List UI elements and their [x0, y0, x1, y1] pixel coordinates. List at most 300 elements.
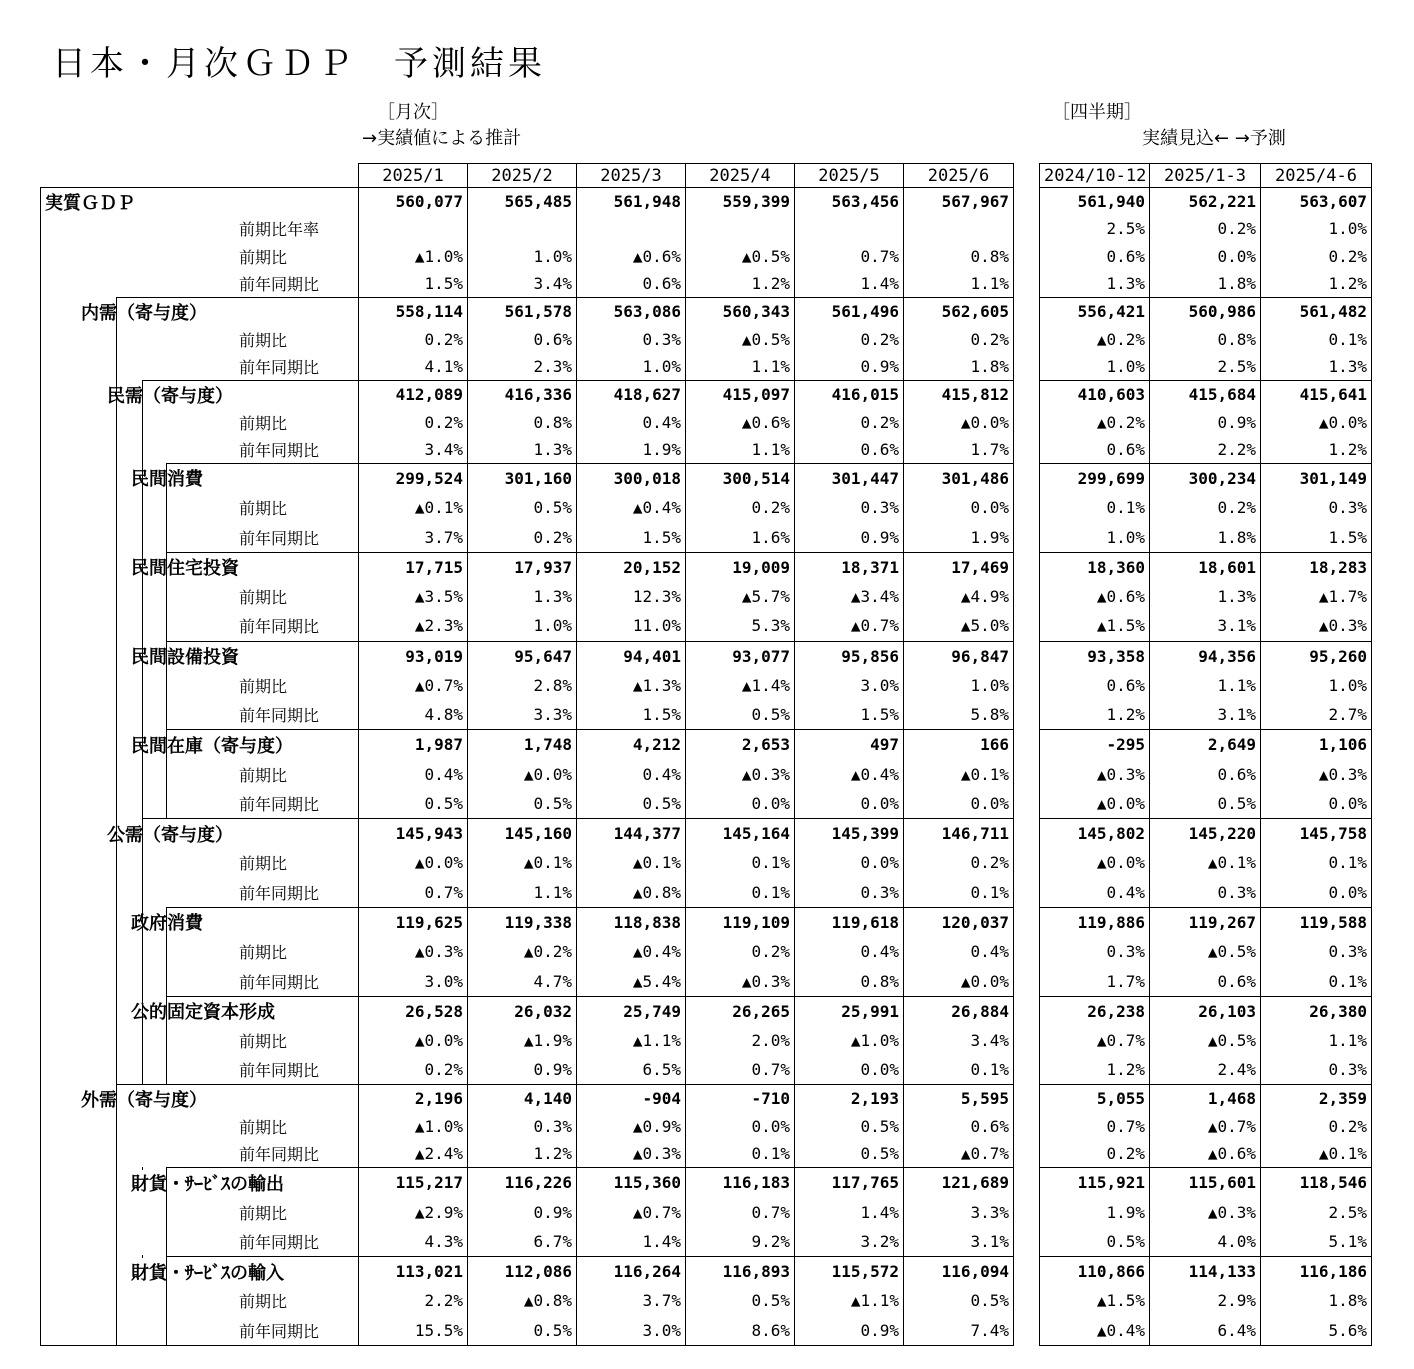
value-cell: 115,572: [795, 1256, 904, 1286]
table-row: [41, 270, 1014, 298]
value-cell: 2,196: [359, 1085, 468, 1113]
value-cell: 1.2%: [1040, 700, 1150, 730]
row-label-cell: [41, 1197, 359, 1227]
table-row: [41, 937, 1014, 967]
hierarchy-line: [142, 1255, 143, 1258]
value-cell: 299,524: [359, 463, 468, 493]
value-cell: 1.2%: [1261, 436, 1372, 464]
value-cell: ▲0.7%: [904, 1140, 1014, 1168]
value-cell: 1,468: [1150, 1085, 1261, 1113]
value-cell: 2.2%: [1150, 436, 1261, 464]
table-row: [1040, 937, 1372, 967]
value-cell: 561,948: [577, 188, 686, 216]
value-cell: 145,220: [1150, 819, 1261, 849]
value-cell: ▲5.4%: [577, 967, 686, 997]
row-label-cell: [41, 582, 359, 612]
row-label-cell: [41, 1316, 359, 1346]
row-label-cell: [41, 848, 359, 878]
value-cell: 25,749: [577, 996, 686, 1026]
value-cell: 119,588: [1261, 907, 1372, 937]
value-cell: ▲0.5%: [686, 325, 795, 353]
value-cell: 145,160: [468, 819, 577, 849]
value-cell: ▲4.9%: [904, 582, 1014, 612]
value-cell: 415,641: [1261, 381, 1372, 409]
value-cell: ▲0.0%: [468, 759, 577, 789]
value-cell: 0.5%: [468, 789, 577, 819]
value-cell: 0.5%: [468, 1316, 577, 1346]
table-row: [41, 878, 1014, 908]
value-cell: 0.7%: [359, 878, 468, 908]
value-cell: 0.8%: [795, 967, 904, 997]
value-cell: 415,684: [1150, 381, 1261, 409]
row-label-cell: [41, 270, 359, 298]
value-cell: 1.9%: [1040, 1197, 1150, 1227]
value-cell: 0.2%: [468, 523, 577, 553]
hierarchy-line: [166, 552, 167, 641]
value-cell: 166: [904, 730, 1014, 760]
table-row: [1040, 700, 1372, 730]
quarter-header: 2025/1-3: [1150, 164, 1261, 188]
value-cell: 0.4%: [795, 937, 904, 967]
value-cell: 1.5%: [1261, 523, 1372, 553]
value-cell: 93,358: [1040, 641, 1150, 671]
value-cell: ▲0.1%: [1261, 1140, 1372, 1168]
value-cell: 0.0%: [1150, 243, 1261, 271]
value-cell: 145,758: [1261, 819, 1372, 849]
value-cell: 0.4%: [904, 937, 1014, 967]
value-cell: 26,103: [1150, 996, 1261, 1026]
value-cell: ▲1.3%: [577, 671, 686, 701]
value-cell: 2.4%: [1150, 1055, 1261, 1085]
value-cell: 1.0%: [468, 611, 577, 641]
value-cell: 0.9%: [795, 1316, 904, 1346]
row-label: 財貨・ｻｰﾋﾞｽの輸出: [131, 1173, 284, 1195]
value-cell: 96,847: [904, 641, 1014, 671]
value-cell: 416,336: [468, 381, 577, 409]
line-mask: [41, 729, 166, 731]
sub-row-label: 前年同期比: [239, 528, 320, 548]
value-cell: 145,802: [1040, 819, 1150, 849]
value-cell: 0.0%: [1261, 789, 1372, 819]
table-row: [41, 1286, 1014, 1316]
value-cell: 145,943: [359, 819, 468, 849]
value-cell: 4,140: [468, 1085, 577, 1113]
value-cell: ▲0.0%: [359, 1026, 468, 1056]
table-row: [1040, 552, 1372, 582]
table-row: [1040, 1055, 1372, 1085]
sub-row-label: 前年同期比: [239, 883, 320, 903]
sub-row-label: 前期比年率: [239, 220, 320, 240]
value-cell: 5,055: [1040, 1085, 1150, 1113]
sub-row-label: 前期比: [239, 765, 288, 785]
quarter-header: 2024/10-12: [1040, 164, 1150, 188]
value-cell: 0.2%: [1261, 1113, 1372, 1141]
value-cell: ▲0.6%: [1150, 1140, 1261, 1168]
value-cell: ▲3.5%: [359, 582, 468, 612]
hierarchy-line: [116, 1255, 117, 1258]
value-cell: 0.0%: [686, 1113, 795, 1141]
row-label-cell: [41, 1286, 359, 1316]
value-cell: 2,193: [795, 1085, 904, 1113]
value-cell: 0.6%: [1040, 436, 1150, 464]
value-cell: 4,212: [577, 730, 686, 760]
value-cell: 26,884: [904, 996, 1014, 1026]
value-cell: 0.1%: [1261, 325, 1372, 353]
table-row: [41, 611, 1014, 641]
value-cell: 1.8%: [1150, 523, 1261, 553]
row-label: 外需（寄与度）: [81, 1089, 207, 1111]
value-cell: 18,371: [795, 552, 904, 582]
value-cell: ▲0.2%: [1040, 408, 1150, 436]
value-cell: 0.5%: [686, 700, 795, 730]
value-cell: ▲0.4%: [577, 937, 686, 967]
row-label: 民間住宅投資: [131, 558, 239, 580]
value-cell: 18,283: [1261, 552, 1372, 582]
value-cell: 1,748: [468, 730, 577, 760]
value-cell: ▲1.0%: [359, 1113, 468, 1141]
row-label-cell: [41, 1085, 359, 1113]
value-cell: 561,482: [1261, 298, 1372, 326]
row-label: 財貨・ｻｰﾋﾞｽの輸入: [131, 1262, 284, 1284]
line-mask: [41, 380, 142, 382]
sub-row-label: 前期比: [239, 1032, 288, 1052]
value-cell: 563,086: [577, 298, 686, 326]
value-cell: 562,605: [904, 298, 1014, 326]
line-mask: [41, 640, 166, 642]
month-header: 2025/5: [795, 164, 904, 188]
value-cell: 0.9%: [795, 523, 904, 553]
value-cell: 5.6%: [1261, 1316, 1372, 1346]
value-cell: 115,921: [1040, 1168, 1150, 1198]
quarterly-note: 実績見込← →予測: [1142, 128, 1286, 149]
value-cell: 301,447: [795, 463, 904, 493]
value-cell: 3.7%: [359, 523, 468, 553]
value-cell: 0.0%: [686, 789, 795, 819]
value-cell: 560,343: [686, 298, 795, 326]
value-cell: 6.5%: [577, 1055, 686, 1085]
value-cell: ▲0.2%: [1040, 325, 1150, 353]
value-cell: 0.7%: [795, 243, 904, 271]
value-cell: 0.3%: [1150, 878, 1261, 908]
value-cell: 0.5%: [795, 1113, 904, 1141]
value-cell: 1.3%: [1040, 270, 1150, 298]
table-row: [1040, 463, 1372, 493]
value-cell: ▲5.7%: [686, 582, 795, 612]
value-cell: 0.7%: [1040, 1113, 1150, 1141]
value-cell: 0.3%: [468, 1113, 577, 1141]
value-cell: 0.6%: [1040, 671, 1150, 701]
sub-row-label: 前年同期比: [239, 617, 320, 637]
value-cell: 26,032: [468, 996, 577, 1026]
value-cell: -710: [686, 1085, 795, 1113]
page-title: 日本・月次ＧＤＰ 予測結果: [52, 44, 546, 84]
hierarchy-line: [142, 906, 143, 909]
value-cell: 1.6%: [686, 523, 795, 553]
value-cell: 3.3%: [468, 700, 577, 730]
value-cell: 0.6%: [795, 436, 904, 464]
value-cell: ▲0.8%: [468, 1286, 577, 1316]
value-cell: 6.7%: [468, 1227, 577, 1257]
value-cell: 556,421: [1040, 298, 1150, 326]
value-cell: 0.2%: [795, 325, 904, 353]
value-cell: 1.5%: [577, 700, 686, 730]
sub-row-label: 前期比: [239, 413, 288, 433]
month-header: 2025/4: [686, 164, 795, 188]
value-cell: 300,018: [577, 463, 686, 493]
value-cell: ▲0.1%: [468, 848, 577, 878]
table-row: [41, 215, 1014, 243]
value-cell: [468, 215, 577, 243]
value-cell: 0.1%: [686, 1140, 795, 1168]
value-cell: 113,021: [359, 1256, 468, 1286]
value-cell: ▲0.3%: [1150, 1197, 1261, 1227]
value-cell: 110,866: [1040, 1256, 1150, 1286]
table-row: [41, 381, 1014, 409]
value-cell: 145,164: [686, 819, 795, 849]
table-row: [1040, 1026, 1372, 1056]
value-cell: 0.2%: [359, 1055, 468, 1085]
value-cell: 0.3%: [577, 325, 686, 353]
table-row: [41, 671, 1014, 701]
sub-row-label: 前期比: [239, 588, 288, 608]
row-label: 公的固定資本形成: [131, 1002, 275, 1024]
value-cell: ▲0.4%: [1040, 1316, 1150, 1346]
value-cell: 25,991: [795, 996, 904, 1026]
value-cell: 1.5%: [577, 523, 686, 553]
value-cell: 1.4%: [577, 1227, 686, 1257]
value-cell: ▲0.3%: [1040, 759, 1150, 789]
line-mask: [41, 297, 116, 299]
table-row: [41, 1085, 1014, 1113]
table-row: [41, 523, 1014, 553]
quarterly-label: ［四半期］: [1052, 102, 1142, 123]
value-cell: ▲0.3%: [1261, 611, 1372, 641]
value-cell: 0.4%: [359, 759, 468, 789]
value-cell: 1.3%: [1150, 582, 1261, 612]
value-cell: 118,546: [1261, 1168, 1372, 1198]
value-cell: 0.5%: [904, 1286, 1014, 1316]
value-cell: 0.6%: [468, 325, 577, 353]
value-cell: ▲0.6%: [577, 243, 686, 271]
value-cell: 3.1%: [1150, 611, 1261, 641]
value-cell: 415,812: [904, 381, 1014, 409]
value-cell: 0.1%: [1040, 493, 1150, 523]
value-cell: 4.1%: [359, 353, 468, 381]
value-cell: 1.1%: [686, 436, 795, 464]
sub-row-label: 前年同期比: [239, 440, 320, 460]
value-cell: ▲0.1%: [359, 493, 468, 523]
hierarchy-line: [116, 1167, 117, 1170]
value-cell: 0.2%: [686, 937, 795, 967]
hierarchy-line: [166, 730, 167, 819]
line-mask: [41, 1167, 166, 1169]
value-cell: [577, 215, 686, 243]
hierarchy-line: [116, 818, 117, 821]
value-cell: 0.1%: [1261, 967, 1372, 997]
value-cell: 3.0%: [577, 1316, 686, 1346]
sub-row-label: 前年同期比: [239, 275, 320, 295]
table-row: [1040, 353, 1372, 381]
value-cell: 95,260: [1261, 641, 1372, 671]
value-cell: 0.2%: [1150, 215, 1261, 243]
value-cell: 8.6%: [686, 1316, 795, 1346]
row-label-cell: [41, 967, 359, 997]
value-cell: 3.1%: [1150, 700, 1261, 730]
value-cell: 3.4%: [359, 436, 468, 464]
sub-row-label: 前期比: [239, 330, 288, 350]
value-cell: 567,967: [904, 188, 1014, 216]
hierarchy-line: [142, 462, 143, 465]
value-cell: 18,601: [1150, 552, 1261, 582]
hierarchy-line: [116, 640, 117, 643]
value-cell: 119,625: [359, 907, 468, 937]
value-cell: 1.9%: [904, 523, 1014, 553]
table-row: [41, 298, 1014, 326]
value-cell: 0.5%: [359, 789, 468, 819]
table-row: [41, 730, 1014, 760]
value-cell: 115,360: [577, 1168, 686, 1198]
month-header: 2025/1: [359, 164, 468, 188]
line-mask: [41, 462, 166, 464]
value-cell: 2.5%: [1150, 353, 1261, 381]
value-cell: 1.2%: [1040, 1055, 1150, 1085]
value-cell: 17,469: [904, 552, 1014, 582]
header-label-cell: [41, 164, 359, 188]
value-cell: 1,987: [359, 730, 468, 760]
row-label-cell: [41, 353, 359, 381]
value-cell: 1.0%: [577, 353, 686, 381]
table-row: [1040, 325, 1372, 353]
sub-row-label: 前年同期比: [239, 972, 320, 992]
hierarchy-line: [142, 381, 143, 1085]
value-cell: 119,267: [1150, 907, 1261, 937]
row-label-cell: [41, 730, 359, 760]
value-cell: ▲0.5%: [1150, 937, 1261, 967]
value-cell: 0.2%: [795, 408, 904, 436]
line-mask: [41, 1084, 116, 1086]
value-cell: ▲1.1%: [795, 1286, 904, 1316]
table-row: [1040, 436, 1372, 464]
value-cell: ▲0.3%: [1261, 759, 1372, 789]
table-row: [41, 408, 1014, 436]
value-cell: 0.3%: [1261, 1055, 1372, 1085]
table-row: [1040, 789, 1372, 819]
value-cell: 1.0%: [1261, 215, 1372, 243]
value-cell: -295: [1040, 730, 1150, 760]
row-label-cell: [41, 611, 359, 641]
value-cell: 2.5%: [1040, 215, 1150, 243]
value-cell: ▲0.6%: [686, 408, 795, 436]
table-row: [1040, 1085, 1372, 1113]
value-cell: 2,359: [1261, 1085, 1372, 1113]
table-row: [1040, 381, 1372, 409]
value-cell: 2.3%: [468, 353, 577, 381]
row-label-cell: [41, 1055, 359, 1085]
value-cell: ▲0.1%: [1150, 848, 1261, 878]
row-label-cell: [41, 819, 359, 849]
value-cell: 4.7%: [468, 967, 577, 997]
row-label-cell: [41, 789, 359, 819]
table-row: [1040, 641, 1372, 671]
row-label: 民間消費: [131, 469, 203, 491]
row-label-cell: [41, 996, 359, 1026]
value-cell: 3.7%: [577, 1286, 686, 1316]
value-cell: 1.9%: [577, 436, 686, 464]
value-cell: 26,265: [686, 996, 795, 1026]
value-cell: 1.8%: [904, 353, 1014, 381]
value-cell: 1.7%: [904, 436, 1014, 464]
sub-row-label: 前年同期比: [239, 795, 320, 815]
table-row: [1040, 1113, 1372, 1141]
row-label-cell: [41, 552, 359, 582]
table-row: [41, 1256, 1014, 1286]
value-cell: 1.4%: [795, 270, 904, 298]
sub-row-label: 前期比: [239, 943, 288, 963]
row-label-cell: [41, 436, 359, 464]
value-cell: 0.3%: [1040, 937, 1150, 967]
sub-row-label: 前期比: [239, 1292, 288, 1312]
value-cell: 2,653: [686, 730, 795, 760]
hierarchy-line: [166, 641, 167, 730]
table-row: [1040, 1256, 1372, 1286]
value-cell: ▲0.7%: [1150, 1113, 1261, 1141]
value-cell: 116,094: [904, 1256, 1014, 1286]
value-cell: 562,221: [1150, 188, 1261, 216]
row-label: 実質ＧＤＰ: [45, 192, 135, 214]
value-cell: 563,607: [1261, 188, 1372, 216]
value-cell: ▲3.4%: [795, 582, 904, 612]
table-row: [41, 1316, 1014, 1346]
value-cell: 1.3%: [1261, 353, 1372, 381]
value-cell: 415,097: [686, 381, 795, 409]
value-cell: 0.1%: [686, 878, 795, 908]
monthly-header-row: [41, 164, 1014, 188]
value-cell: 18,360: [1040, 552, 1150, 582]
value-cell: 0.0%: [795, 1055, 904, 1085]
value-cell: 0.9%: [1150, 408, 1261, 436]
row-label: 公需（寄与度）: [107, 824, 233, 846]
value-cell: 26,238: [1040, 996, 1150, 1026]
row-label-cell: [41, 523, 359, 553]
value-cell: 5.1%: [1261, 1227, 1372, 1257]
row-label-cell: [41, 759, 359, 789]
value-cell: 559,399: [686, 188, 795, 216]
sub-row-label: 前年同期比: [239, 1061, 320, 1081]
row-label-cell: [41, 1140, 359, 1168]
table-row: [1040, 1316, 1372, 1346]
value-cell: ▲0.7%: [1040, 1026, 1150, 1056]
table-row: [41, 552, 1014, 582]
value-cell: 115,601: [1150, 1168, 1261, 1198]
value-cell: 563,456: [795, 188, 904, 216]
hierarchy-line: [116, 995, 117, 998]
table-row: [41, 1113, 1014, 1141]
value-cell: 1.2%: [1261, 270, 1372, 298]
value-cell: 0.4%: [577, 408, 686, 436]
hierarchy-line: [142, 551, 143, 554]
value-cell: 94,356: [1150, 641, 1261, 671]
value-cell: 94,401: [577, 641, 686, 671]
value-cell: ▲0.3%: [359, 937, 468, 967]
table-row: [1040, 493, 1372, 523]
value-cell: 93,019: [359, 641, 468, 671]
hierarchy-line: [166, 463, 167, 552]
value-cell: 93,077: [686, 641, 795, 671]
value-cell: ▲1.0%: [359, 243, 468, 271]
table-row: [41, 243, 1014, 271]
table-row: [1040, 408, 1372, 436]
value-cell: 1.1%: [468, 878, 577, 908]
